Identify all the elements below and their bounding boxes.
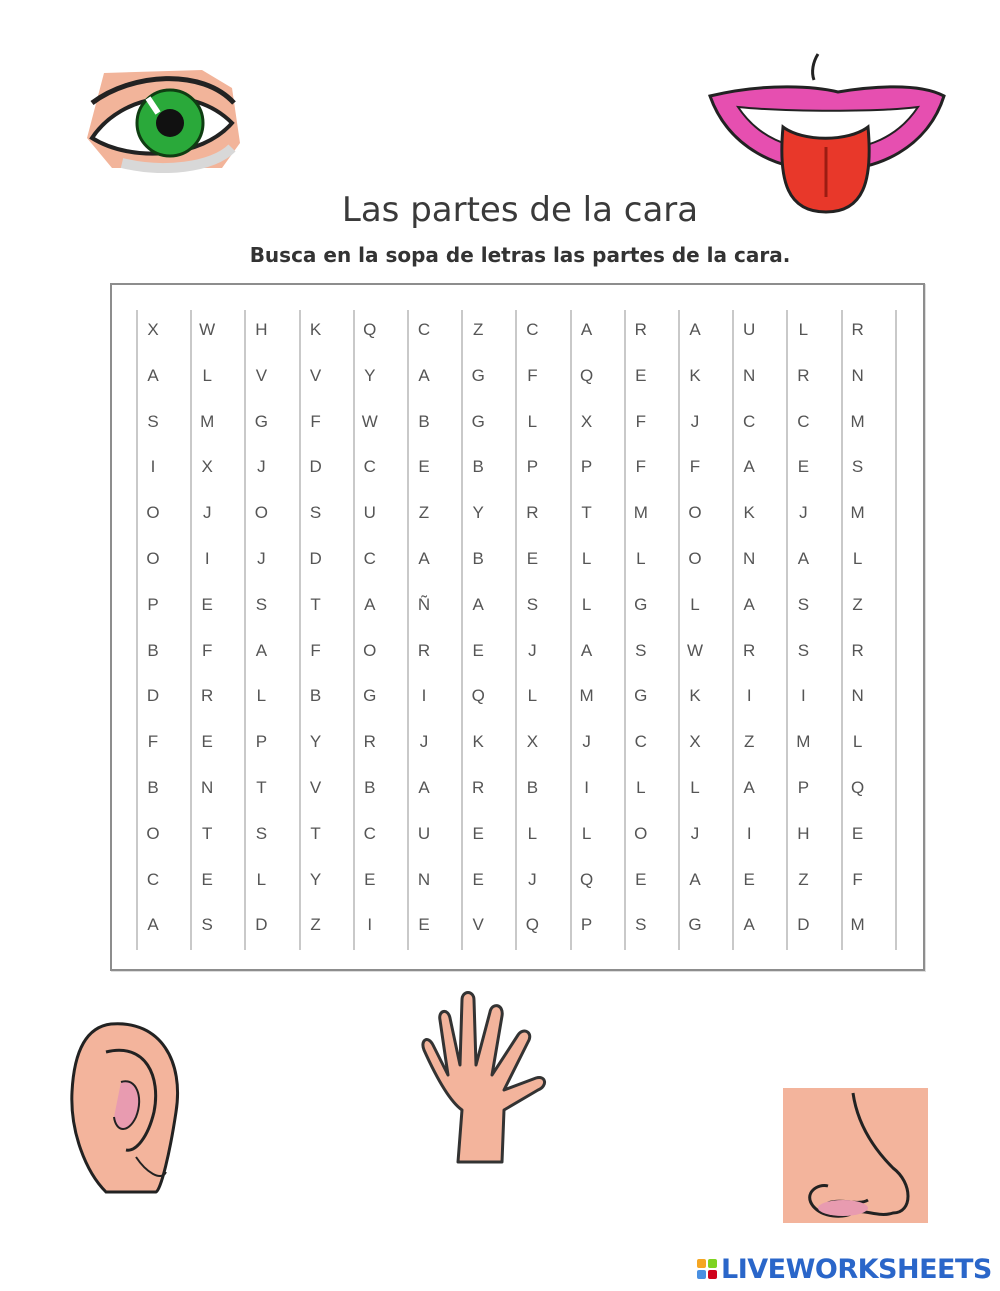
grid-letter[interactable]: A: [743, 594, 755, 614]
grid-letter[interactable]: H: [255, 320, 268, 339]
grid-letter[interactable]: R: [743, 640, 756, 660]
grid-letter[interactable]: Q: [579, 869, 594, 889]
grid-letter[interactable]: O: [254, 503, 268, 523]
grid-letter[interactable]: R: [526, 503, 539, 523]
grid-letter[interactable]: Y: [472, 503, 484, 523]
grid-letter[interactable]: B: [309, 686, 322, 706]
grid-letter[interactable]: D: [146, 686, 160, 706]
grid-letter[interactable]: U: [363, 503, 376, 523]
grid-letter[interactable]: A: [418, 549, 430, 568]
page-title: Las partes de la cara: [341, 190, 699, 230]
grid-letter[interactable]: E: [743, 869, 755, 889]
grid-letter[interactable]: N: [851, 365, 864, 385]
grid-letter[interactable]: F: [310, 640, 321, 660]
grid-letter[interactable]: N: [201, 778, 214, 797]
logo-icon: [697, 1259, 717, 1279]
grid-letter[interactable]: A: [689, 869, 701, 889]
grid-letter[interactable]: Y: [364, 365, 376, 385]
grid-letter[interactable]: P: [255, 732, 268, 752]
grid-letter[interactable]: S: [635, 640, 647, 660]
grid-letter[interactable]: J: [690, 411, 700, 431]
nose-picture: [783, 1088, 928, 1228]
grid-letter[interactable]: B: [472, 549, 484, 568]
grid-letter[interactable]: E: [201, 732, 213, 752]
grid-letter[interactable]: I: [150, 457, 156, 477]
grid-column-line: [244, 310, 246, 950]
grid-letter[interactable]: C: [634, 732, 647, 752]
grid-letter[interactable]: O: [634, 823, 648, 843]
grid-letter[interactable]: L: [636, 778, 646, 797]
grid-letter[interactable]: I: [584, 778, 589, 797]
grid-letter[interactable]: Z: [798, 869, 809, 889]
grid-letter[interactable]: F: [147, 732, 159, 752]
grid-letter[interactable]: Y: [309, 732, 322, 752]
grid-letter[interactable]: E: [472, 869, 484, 889]
grid-letter[interactable]: V: [472, 915, 484, 935]
grid-letter[interactable]: J: [419, 732, 429, 752]
grid-column-line: [678, 310, 680, 950]
grid-letter[interactable]: E: [526, 549, 539, 568]
grid-letter[interactable]: T: [310, 823, 321, 843]
grid-column-line: [786, 310, 788, 950]
grid-letter[interactable]: L: [581, 594, 592, 614]
hand-picture: [418, 990, 550, 1165]
grid-letter[interactable]: W: [361, 411, 378, 431]
grid-letter[interactable]: J: [202, 503, 212, 523]
grid-letter[interactable]: P: [797, 778, 810, 797]
grid-letter[interactable]: A: [580, 320, 593, 339]
grid-letter[interactable]: X: [147, 320, 159, 339]
grid-letter[interactable]: S: [255, 823, 268, 843]
grid-letter[interactable]: O: [363, 640, 377, 660]
logo-text: LIVEWORKSHEETS: [721, 1253, 992, 1285]
grid-column-line: [461, 310, 463, 950]
grid-letter[interactable]: T: [201, 823, 213, 843]
grid-letter[interactable]: V: [309, 778, 322, 797]
grid-column-line: [570, 310, 572, 950]
grid-letter[interactable]: M: [850, 503, 865, 523]
grid-letter[interactable]: C: [743, 411, 756, 431]
grid-letter[interactable]: F: [201, 640, 213, 660]
grid-letter[interactable]: Z: [743, 732, 755, 752]
grid-letter[interactable]: K: [689, 365, 701, 385]
grid-letter[interactable]: F: [310, 411, 321, 431]
grid-letter[interactable]: G: [254, 411, 268, 431]
grid-letter[interactable]: A: [147, 915, 159, 935]
grid-letter[interactable]: G: [471, 411, 485, 431]
eye-picture: [82, 68, 242, 173]
grid-letter[interactable]: Y: [309, 869, 322, 889]
grid-letter[interactable]: A: [689, 320, 701, 339]
grid-letter[interactable]: G: [634, 594, 648, 614]
grid-letter[interactable]: X: [201, 457, 213, 477]
ear-picture: [66, 1022, 188, 1194]
grid-letter[interactable]: Z: [852, 594, 863, 614]
grid-letter[interactable]: M: [850, 915, 865, 935]
grid-letter[interactable]: T: [256, 778, 267, 797]
grid-letter[interactable]: B: [472, 457, 484, 477]
grid-letter[interactable]: E: [472, 823, 484, 843]
grid-letter[interactable]: E: [851, 823, 864, 843]
grid-letter[interactable]: R: [797, 365, 810, 385]
grid-letter[interactable]: O: [146, 503, 160, 523]
grid-letter[interactable]: Z: [472, 320, 484, 339]
grid-letter[interactable]: Q: [579, 365, 594, 385]
grid-letter[interactable]: L: [690, 778, 700, 797]
grid-letter[interactable]: A: [472, 594, 484, 614]
grid-letter[interactable]: T: [310, 594, 321, 614]
grid-letter[interactable]: B: [418, 411, 430, 431]
grid-letter[interactable]: I: [367, 915, 373, 935]
grid-letter[interactable]: A: [580, 640, 593, 660]
grid-letter[interactable]: S: [255, 594, 268, 614]
grid-letter[interactable]: L: [581, 549, 592, 568]
grid-letter[interactable]: A: [797, 549, 810, 568]
grid-column-line: [353, 310, 355, 950]
grid-letter[interactable]: C: [363, 457, 376, 477]
grid-letter[interactable]: L: [798, 320, 809, 339]
grid-letter[interactable]: T: [581, 503, 592, 523]
grid-letter[interactable]: G: [634, 686, 648, 706]
grid-letter[interactable]: G: [688, 915, 702, 935]
grid-letter[interactable]: J: [690, 823, 700, 843]
grid-letter[interactable]: N: [743, 549, 756, 568]
grid-letter[interactable]: K: [689, 686, 701, 706]
grid-column-line: [841, 310, 843, 950]
grid-letter[interactable]: L: [636, 549, 646, 568]
grid-letter[interactable]: L: [202, 365, 212, 385]
grid-letter[interactable]: L: [852, 549, 863, 568]
grid-letter[interactable]: S: [851, 457, 864, 477]
grid-letter[interactable]: S: [797, 594, 810, 614]
grid-letter[interactable]: K: [743, 503, 755, 523]
grid-letter[interactable]: R: [201, 686, 214, 706]
grid-column-line: [732, 310, 734, 950]
grid-letter[interactable]: L: [852, 732, 863, 752]
grid-letter[interactable]: C: [363, 549, 376, 568]
grid-letter[interactable]: A: [418, 365, 430, 385]
grid-letter[interactable]: W: [199, 320, 216, 339]
grid-letter[interactable]: E: [364, 869, 376, 889]
grid-letter[interactable]: X: [689, 732, 701, 752]
grid-letter[interactable]: H: [797, 823, 810, 843]
grid-letter[interactable]: M: [850, 411, 865, 431]
grid-letter[interactable]: A: [147, 365, 159, 385]
grid-letter[interactable]: Q: [525, 915, 539, 935]
grid-column-line: [190, 310, 192, 950]
grid-letter[interactable]: U: [417, 823, 431, 843]
grid-letter[interactable]: D: [309, 457, 322, 477]
grid-letter[interactable]: O: [146, 823, 160, 843]
liveworksheets-logo[interactable]: [697, 1251, 992, 1287]
grid-letter[interactable]: B: [147, 778, 159, 797]
grid-letter[interactable]: U: [743, 320, 756, 339]
grid-letter[interactable]: Ñ: [417, 594, 431, 614]
grid-letter[interactable]: L: [581, 823, 592, 843]
grid-letter[interactable]: R: [634, 320, 647, 339]
grid-letter[interactable]: A: [255, 640, 268, 660]
grid-letter[interactable]: L: [256, 686, 267, 706]
grid-letter[interactable]: E: [635, 869, 647, 889]
grid-letter[interactable]: B: [364, 778, 376, 797]
grid-letter[interactable]: F: [527, 365, 538, 385]
grid-letter[interactable]: M: [200, 411, 215, 431]
grid-column-line: [299, 310, 301, 950]
grid-letter[interactable]: I: [421, 686, 427, 706]
grid-letter[interactable]: R: [851, 320, 864, 339]
grid-letter[interactable]: W: [686, 640, 704, 660]
grid-column-line: [407, 310, 409, 950]
grid-letter[interactable]: K: [472, 732, 484, 752]
grid-letter[interactable]: C: [363, 823, 376, 843]
grid-letter[interactable]: D: [309, 549, 322, 568]
grid-letter[interactable]: N: [417, 869, 431, 889]
grid-letter[interactable]: O: [688, 549, 702, 568]
grid-letter[interactable]: P: [526, 457, 539, 477]
grid-letter[interactable]: C: [797, 411, 810, 431]
grid-letter[interactable]: E: [418, 915, 430, 935]
grid-letter[interactable]: J: [528, 640, 537, 660]
grid-letter[interactable]: D: [255, 915, 268, 935]
grid-column-line: [624, 310, 626, 950]
grid-letter[interactable]: Q: [363, 320, 377, 339]
grid-column-line: [515, 310, 517, 950]
word-search-grid: [110, 283, 925, 971]
grid-letter[interactable]: S: [201, 915, 213, 935]
grid-letter[interactable]: S: [309, 503, 322, 523]
grid-letter[interactable]: R: [363, 732, 376, 752]
grid-letter[interactable]: M: [579, 686, 594, 706]
grid-letter[interactable]: S: [797, 640, 810, 660]
grid-letter[interactable]: D: [797, 915, 810, 935]
grid-letter[interactable]: V: [255, 365, 268, 385]
grid-letter[interactable]: P: [580, 915, 593, 935]
grid-column-line: [136, 310, 138, 950]
instructions: Busca en la sopa de letras las partes de la cara.: [249, 243, 791, 267]
grid-letter[interactable]: J: [582, 732, 591, 752]
grid-letter[interactable]: I: [746, 823, 752, 843]
grid-letter[interactable]: B: [147, 640, 159, 660]
grid-letter[interactable]: M: [796, 732, 811, 752]
grid-letter[interactable]: S: [147, 411, 159, 431]
grid-letter[interactable]: I: [746, 686, 752, 706]
grid-letter[interactable]: C: [417, 320, 431, 339]
grid-letter[interactable]: R: [472, 778, 485, 797]
grid-letter[interactable]: R: [851, 640, 864, 660]
grid-letter[interactable]: E: [635, 365, 647, 385]
grid-letter[interactable]: X: [526, 732, 539, 752]
grid-letter[interactable]: E: [418, 457, 430, 477]
grid-letter[interactable]: Q: [850, 778, 865, 797]
grid-letter[interactable]: X: [580, 411, 593, 431]
grid-letter[interactable]: L: [527, 411, 538, 431]
grid-letter[interactable]: F: [689, 457, 701, 477]
grid-letter[interactable]: B: [526, 778, 539, 797]
grid-letter[interactable]: J: [799, 503, 808, 523]
grid-letter[interactable]: Z: [418, 503, 430, 523]
grid-letter[interactable]: P: [580, 457, 593, 477]
grid-letter[interactable]: F: [852, 869, 863, 889]
grid-column-line: [895, 310, 897, 950]
grid-letter[interactable]: E: [797, 457, 810, 477]
grid-letter[interactable]: A: [743, 457, 755, 477]
grid-letter[interactable]: I: [801, 686, 806, 706]
grid-letter[interactable]: I: [204, 549, 210, 568]
grid-letter[interactable]: Z: [310, 915, 321, 935]
grid-letter[interactable]: G: [363, 686, 377, 706]
grid-letter[interactable]: O: [146, 549, 160, 568]
grid-letter[interactable]: L: [527, 686, 538, 706]
grid-letter[interactable]: F: [635, 411, 646, 431]
grid-letter[interactable]: Q: [471, 686, 485, 706]
grid-letter[interactable]: R: [417, 640, 431, 660]
grid-letter[interactable]: V: [309, 365, 322, 385]
grid-letter[interactable]: P: [147, 594, 159, 614]
grid-letter[interactable]: S: [526, 594, 539, 614]
grid-letter[interactable]: O: [688, 503, 702, 523]
grid-letter[interactable]: A: [364, 594, 376, 614]
grid-letter[interactable]: A: [743, 778, 755, 797]
grid-letter[interactable]: E: [201, 869, 213, 889]
grid-letter[interactable]: N: [743, 365, 756, 385]
grid-letter[interactable]: L: [527, 823, 538, 843]
grid-letter[interactable]: C: [146, 869, 160, 889]
grid-letter[interactable]: L: [690, 594, 700, 614]
grid-letter[interactable]: L: [256, 869, 267, 889]
grid-letter[interactable]: J: [528, 869, 537, 889]
grid-letter[interactable]: G: [471, 365, 485, 385]
grid-letter[interactable]: A: [743, 915, 755, 935]
grid-letter[interactable]: J: [257, 549, 266, 568]
grid-letter[interactable]: S: [635, 915, 647, 935]
grid-letter[interactable]: M: [633, 503, 648, 523]
grid-letter[interactable]: E: [472, 640, 484, 660]
grid-letter[interactable]: N: [851, 686, 864, 706]
grid-letter[interactable]: A: [418, 778, 430, 797]
grid-letter[interactable]: F: [635, 457, 646, 477]
grid-letter[interactable]: C: [526, 320, 539, 339]
grid-letter[interactable]: K: [309, 320, 322, 339]
grid-letter[interactable]: J: [257, 457, 266, 477]
grid-letter[interactable]: E: [201, 594, 213, 614]
